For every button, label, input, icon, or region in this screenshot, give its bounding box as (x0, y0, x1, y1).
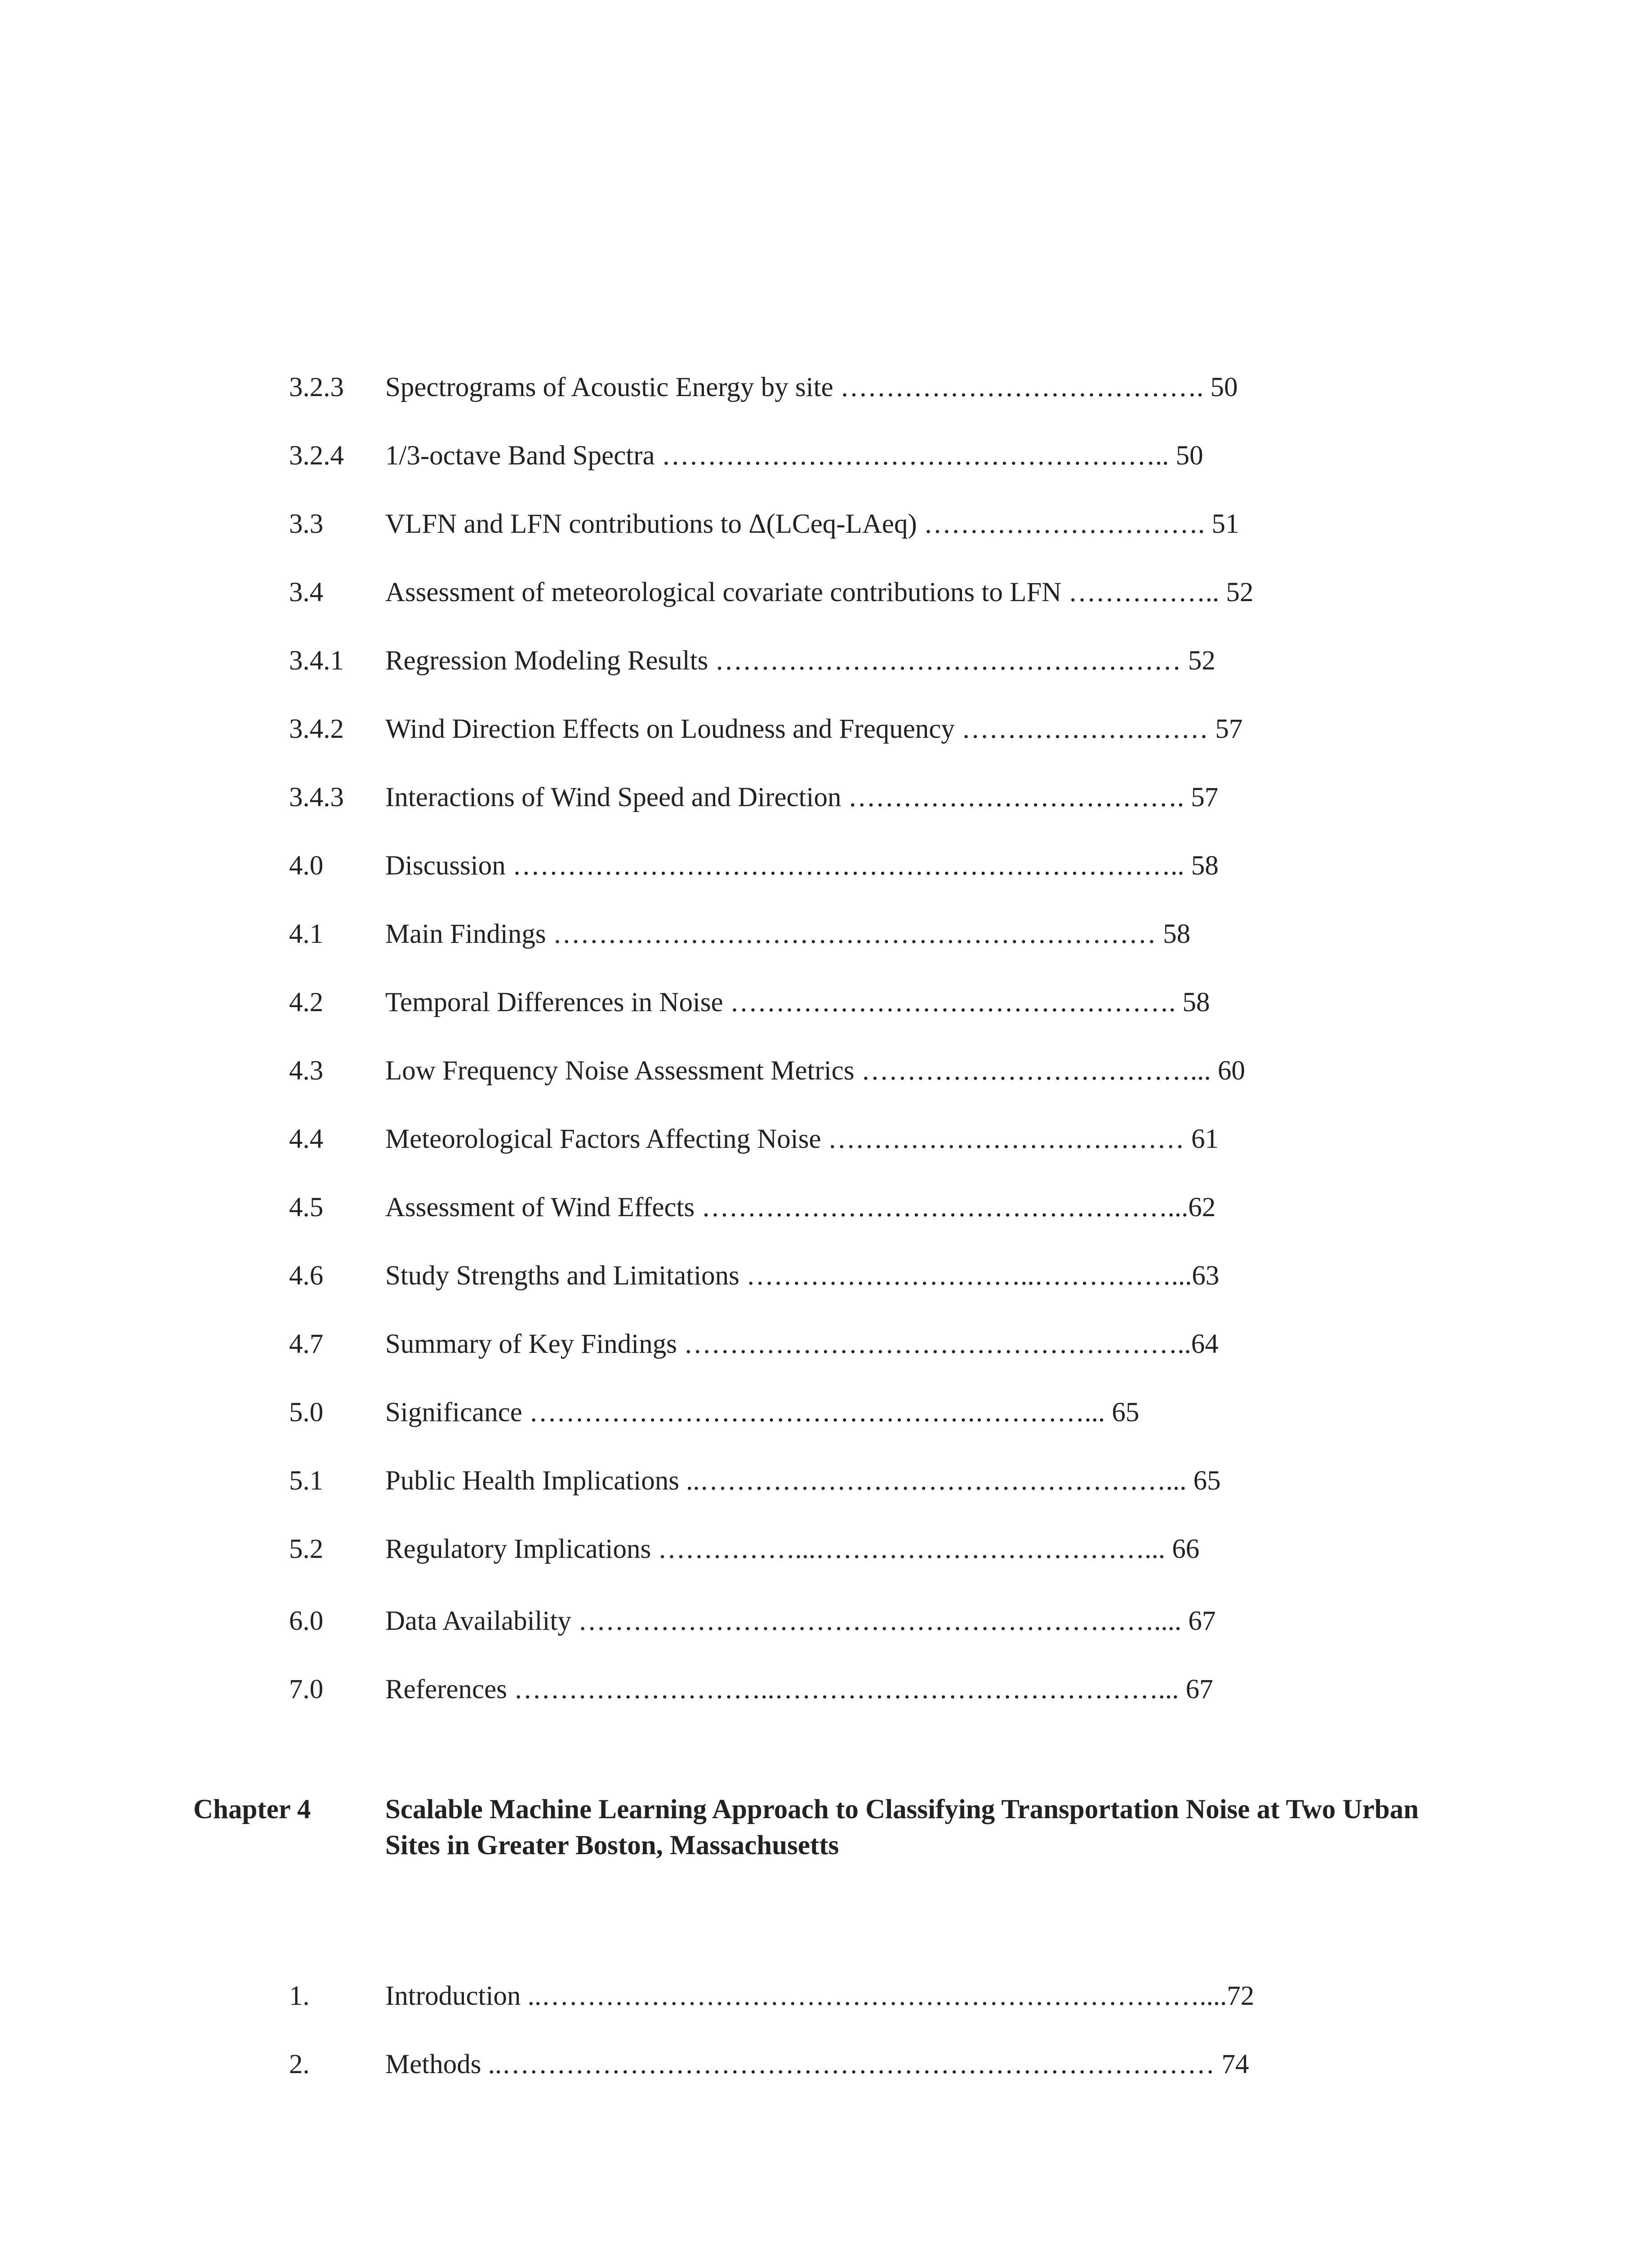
toc-entry-text: Interactions of Wind Speed and Direction ………………………………. 57 (385, 782, 1219, 812)
toc-entry-number: 4.5 (289, 1192, 324, 1222)
toc-entry (0, 638, 1652, 683)
toc-entry-text: Discussion ……………………………………………………………….. 58 (385, 851, 1219, 881)
toc-entry-number: 3.4 (289, 577, 324, 607)
toc-entry (0, 1459, 1652, 1503)
toc-entry (0, 570, 1652, 615)
toc-entry (0, 433, 1652, 478)
toc-entry (0, 1667, 1652, 1712)
toc-entry-number: 4.7 (289, 1329, 324, 1359)
toc-entry-text: Main Findings ………………………………………………………… 58 (385, 919, 1191, 949)
toc-entry-text: Regulatory Implications ……………...………………………………... 66 (385, 1534, 1200, 1564)
toc-entry (0, 1185, 1652, 1230)
toc-entry-text: VLFN and LFN contributions to Δ(LCeq-LAeq) …………………………. 51 (385, 509, 1239, 539)
toc-entry-number: 4.0 (289, 851, 324, 881)
toc-entry (0, 2042, 1652, 2087)
toc-entry-number: 5.0 (289, 1397, 324, 1427)
chapter-title: Scalable Machine Learning Approach to Classifying Transportation Noise at Two Urban Sites in Greater Boston, Massachusetts (385, 1794, 1419, 1860)
toc-entry (0, 980, 1652, 1025)
toc-entry-number: 3.3 (289, 509, 324, 539)
toc-entry-number: 6.0 (289, 1606, 324, 1636)
toc-entry-number: 4.2 (289, 987, 324, 1017)
toc-entry-text: Spectrograms of Acoustic Energy by site …………………………………. 50 (385, 372, 1238, 402)
toc-entry-number: 4.4 (289, 1124, 324, 1154)
toc-entry-text: Methods ..…………………………………………………………………… 74 (385, 2049, 1249, 2079)
toc-entry-text: Public Health Implications ..……………………………………………... 65 (385, 1466, 1221, 1496)
toc-entry-number: 2. (289, 2049, 310, 2079)
toc-entry (0, 775, 1652, 820)
toc-entry (0, 502, 1652, 547)
toc-entry (0, 843, 1652, 888)
toc-entry-text: Study Strengths and Limitations …………………………..……………...63 (385, 1261, 1220, 1291)
toc-entry-text: Low Frequency Noise Assessment Metrics ………………………………... 60 (385, 1056, 1245, 1086)
toc-entry-text: Meteorological Factors Affecting Noise ………………………………… 61 (385, 1124, 1219, 1154)
toc-entry-number: 3.4.2 (289, 714, 344, 744)
toc-entry (0, 912, 1652, 957)
toc-entry (0, 1048, 1652, 1093)
toc-entry-text: Introduction ..………………………………………………………………....72 (385, 1981, 1255, 2011)
toc-entry-text: Temporal Differences in Noise …………………………………………. 58 (385, 987, 1210, 1017)
toc-entry-text: Wind Direction Effects on Loudness and Frequency ……………………… 57 (385, 714, 1243, 744)
toc-entry-number: 3.4.3 (289, 782, 344, 812)
toc-entry (0, 1599, 1652, 1644)
toc-entry-text: 1/3-octave Band Spectra ……………………………………………….. 50 (385, 441, 1203, 471)
toc-entry-number: 5.2 (289, 1534, 324, 1564)
toc-entry-text: Assessment of meteorological covariate contributions to LFN …………….. 52 (385, 577, 1254, 607)
toc-entry-number: 1. (289, 1981, 310, 2011)
toc-entry (0, 1974, 1652, 2019)
toc-entry-number: 4.3 (289, 1056, 324, 1086)
toc-entry (0, 1117, 1652, 1162)
toc-entry-text: Data Availability ……………………………………………………….... 67 (385, 1606, 1216, 1636)
toc-entry-text: Significance ………………………………………….…………... 65 (385, 1397, 1140, 1427)
toc-entry-number: 3.2.4 (289, 441, 344, 471)
toc-entry-number: 5.1 (289, 1466, 324, 1496)
toc-entry (0, 1322, 1652, 1367)
toc-entry-number: 3.4.1 (289, 646, 344, 676)
toc-entry-text: Summary of Key Findings ………………………………………………..64 (385, 1329, 1219, 1359)
toc-entry-text: Regression Modeling Results …………………………………………… 52 (385, 646, 1216, 676)
toc-entry (0, 1253, 1652, 1298)
toc-entry-number: 4.6 (289, 1261, 324, 1291)
toc-entry-text: References ………………………..……………………………………... 67 (385, 1674, 1213, 1704)
chapter-label: Chapter 4 (193, 1794, 311, 1824)
toc-entry-number: 7.0 (289, 1674, 324, 1704)
toc-entry (0, 707, 1652, 752)
toc-entry (0, 1527, 1652, 1572)
chapter-heading (0, 1792, 1652, 1882)
toc-entry-number: 3.2.3 (289, 372, 344, 402)
toc-entry-number: 4.1 (289, 919, 324, 949)
toc-entry (0, 365, 1652, 410)
toc-entry (0, 1390, 1652, 1435)
toc-entry-text: Assessment of Wind Effects ……………………………………………...62 (385, 1192, 1216, 1222)
